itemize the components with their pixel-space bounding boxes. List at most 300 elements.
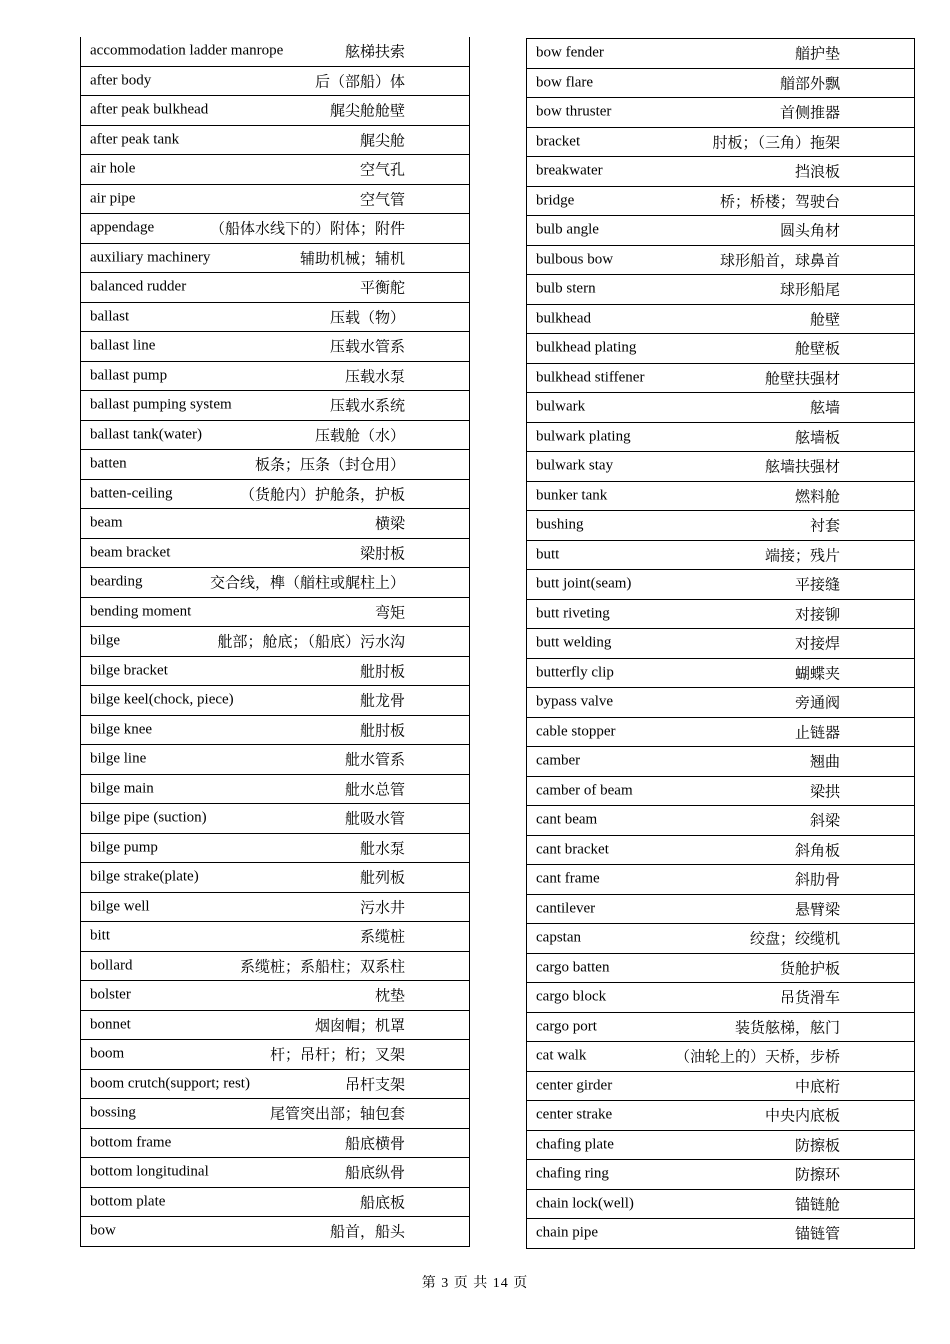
glossary-row	[81, 243, 470, 273]
english-term: cant frame	[536, 870, 600, 887]
chinese-term: 舷墙板	[794, 428, 840, 447]
glossary-row	[81, 981, 470, 1011]
glossary-cell	[81, 243, 470, 273]
glossary-row	[81, 66, 470, 96]
glossary-cell	[527, 629, 915, 659]
glossary-row	[527, 540, 915, 570]
chinese-term: 锚链舱	[794, 1195, 840, 1214]
glossary-cell	[81, 302, 470, 332]
glossary-row	[527, 1101, 915, 1131]
glossary-row	[527, 776, 915, 806]
chinese-term: 蝴蝶夹	[794, 664, 840, 683]
english-term: cantilever	[536, 900, 596, 917]
chinese-term: 舭水泵	[359, 839, 405, 858]
glossary-cell	[81, 155, 470, 185]
glossary-row	[81, 509, 470, 539]
glossary-row	[81, 1069, 470, 1099]
glossary-row	[81, 391, 470, 421]
glossary-row	[527, 570, 915, 600]
english-term: bulwark	[536, 398, 586, 415]
right-glossary-table	[526, 38, 915, 1249]
chinese-term: 辅助机械；辅机	[299, 249, 405, 268]
chinese-term: 梁拱	[809, 782, 840, 801]
glossary-row	[81, 1187, 470, 1217]
chinese-term: 艉尖舱	[359, 131, 405, 150]
english-term: breakwater	[536, 162, 603, 179]
glossary-cell	[81, 125, 470, 155]
english-term: chafing plate	[536, 1136, 614, 1153]
glossary-row	[81, 922, 470, 952]
english-term: after body	[90, 72, 152, 89]
glossary-row	[527, 717, 915, 747]
glossary-row	[527, 98, 915, 128]
glossary-row	[81, 568, 470, 598]
glossary-row	[81, 125, 470, 155]
chinese-term: 艉尖舱舱壁	[329, 101, 405, 120]
english-term: beam	[90, 514, 123, 531]
english-term: ballast pumping system	[90, 396, 232, 413]
glossary-cell	[527, 186, 915, 216]
chinese-term: 装货舷梯，舷门	[734, 1018, 840, 1037]
english-term: cargo port	[536, 1018, 597, 1035]
glossary-cell	[81, 538, 470, 568]
chinese-term: 板条；压条（封仓用）	[254, 455, 405, 474]
glossary-cell	[81, 96, 470, 126]
chinese-term: 压载水系统	[329, 396, 405, 415]
glossary-row	[527, 953, 915, 983]
chinese-term: 衬套	[809, 516, 840, 535]
glossary-cell	[527, 452, 915, 482]
glossary-cell	[81, 774, 470, 804]
english-term: batten-ceiling	[90, 485, 173, 502]
glossary-cell	[527, 216, 915, 246]
english-term: bollard	[90, 957, 133, 974]
glossary-row	[527, 363, 915, 393]
english-term: balanced rudder	[90, 278, 187, 295]
glossary-cell	[527, 511, 915, 541]
chinese-term: 防擦环	[794, 1165, 840, 1184]
chinese-term: 压载（物）	[329, 308, 405, 327]
english-term: butterfly clip	[536, 664, 614, 681]
chinese-term: 对接铆	[794, 605, 840, 624]
left-glossary-body	[81, 37, 470, 1246]
glossary-row	[81, 479, 470, 509]
glossary-row	[81, 774, 470, 804]
english-term: bulkhead plating	[536, 339, 637, 356]
chinese-term: 横梁	[374, 514, 405, 533]
glossary-cell	[527, 1219, 915, 1249]
chinese-term: 压载舱（水）	[314, 426, 405, 445]
chinese-term: 斜梁	[809, 811, 840, 830]
glossary-row	[527, 599, 915, 629]
chinese-term: 桥；桥楼；驾驶台	[719, 192, 840, 211]
chinese-term: 吊货滑车	[779, 988, 840, 1007]
chinese-term: 船底纵骨	[344, 1163, 405, 1182]
chinese-term: 斜角板	[794, 841, 840, 860]
glossary-cell	[527, 806, 915, 836]
english-term: bilge bracket	[90, 662, 168, 679]
glossary-row	[81, 214, 470, 244]
glossary-row	[81, 951, 470, 981]
glossary-cell	[527, 1160, 915, 1190]
glossary-row	[81, 538, 470, 568]
glossary-row	[527, 422, 915, 452]
glossary-row	[81, 1099, 470, 1129]
english-term: after peak tank	[90, 131, 180, 148]
english-term: ballast tank(water)	[90, 426, 203, 443]
chinese-term: 舱壁扶强材	[764, 369, 840, 388]
chinese-term: 斜肋骨	[794, 870, 840, 889]
english-term: butt riveting	[536, 605, 610, 622]
glossary-row	[527, 806, 915, 836]
chinese-term: 球形船首，球鼻首	[719, 251, 840, 270]
glossary-row	[81, 833, 470, 863]
chinese-term: 船底横骨	[344, 1134, 405, 1153]
glossary-row	[527, 1189, 915, 1219]
glossary-row	[527, 511, 915, 541]
glossary-cell	[527, 1042, 915, 1072]
chinese-term: 舭肘板	[359, 662, 405, 681]
glossary-row	[527, 481, 915, 511]
english-term: appendage	[90, 219, 155, 236]
glossary-row	[81, 302, 470, 332]
english-term: chafing ring	[536, 1165, 609, 1182]
english-term: bilge pipe (suction)	[90, 809, 207, 826]
glossary-cell	[81, 450, 470, 480]
glossary-cell	[81, 951, 470, 981]
glossary-row	[81, 686, 470, 716]
glossary-cell	[81, 37, 470, 66]
chinese-term: 污水井	[359, 898, 405, 917]
chinese-term: 肘板；（三角）拖架	[712, 133, 840, 152]
chinese-term: 弯矩	[374, 603, 405, 622]
chinese-term: 首侧推器	[779, 103, 840, 122]
english-term: butt welding	[536, 634, 612, 651]
glossary-row	[81, 1010, 470, 1040]
glossary-row	[527, 304, 915, 334]
english-term: after peak bulkhead	[90, 101, 209, 118]
glossary-row	[81, 1040, 470, 1070]
chinese-term: 翘曲	[809, 752, 840, 771]
glossary-cell	[527, 983, 915, 1013]
english-term: chain pipe	[536, 1224, 599, 1241]
english-term: air pipe	[90, 190, 136, 207]
glossary-cell	[527, 570, 915, 600]
glossary-row	[81, 361, 470, 391]
glossary-row	[527, 658, 915, 688]
glossary-row	[527, 835, 915, 865]
chinese-term: 空气孔	[359, 160, 405, 179]
english-term: bilge keel(chock, piece)	[90, 691, 234, 708]
glossary-cell	[527, 422, 915, 452]
chinese-term: 艏护垫	[794, 44, 840, 63]
chinese-term: 舭吸水管	[344, 809, 405, 828]
glossary-cell	[81, 892, 470, 922]
english-term: cable stopper	[536, 723, 616, 740]
chinese-term: 端接；残片	[764, 546, 840, 565]
english-term: accommodation ladder manrope	[90, 42, 284, 59]
glossary-cell	[527, 835, 915, 865]
glossary-cell	[527, 39, 915, 69]
glossary-row	[81, 627, 470, 657]
glossary-cell	[81, 1128, 470, 1158]
glossary-cell	[81, 391, 470, 421]
chinese-term: 燃料舱	[794, 487, 840, 506]
glossary-row	[527, 865, 915, 895]
english-term: bow thruster	[536, 103, 612, 120]
glossary-cell	[81, 686, 470, 716]
chinese-term: 压载水泵	[344, 367, 405, 386]
chinese-term: 平衡舵	[359, 278, 405, 297]
chinese-term: 舭龙骨	[359, 691, 405, 710]
english-term: capstan	[536, 929, 581, 946]
glossary-cell	[81, 1069, 470, 1099]
english-term: cargo block	[536, 988, 607, 1005]
chinese-term: 艏部外飘	[779, 74, 840, 93]
glossary-cell	[527, 1071, 915, 1101]
english-term: boom crutch(support; rest)	[90, 1075, 250, 1092]
chinese-term: 吊杆支架	[344, 1075, 405, 1094]
english-term: auxiliary machinery	[90, 249, 211, 266]
glossary-row	[527, 186, 915, 216]
glossary-row	[81, 184, 470, 214]
english-term: bitt	[90, 927, 111, 944]
glossary-cell	[81, 597, 470, 627]
glossary-row	[81, 273, 470, 303]
glossary-cell	[81, 863, 470, 893]
glossary-cell	[81, 1187, 470, 1217]
glossary-row	[81, 597, 470, 627]
glossary-cell	[527, 924, 915, 954]
english-term: bypass valve	[536, 693, 614, 710]
english-term: air hole	[90, 160, 136, 177]
english-term: bulbous bow	[536, 251, 614, 268]
glossary-cell	[527, 127, 915, 157]
chinese-term: 货舱护板	[779, 959, 840, 978]
english-term: bulkhead	[536, 310, 591, 327]
english-term: bilge main	[90, 780, 154, 797]
glossary-cell	[527, 1012, 915, 1042]
glossary-cell	[527, 304, 915, 334]
glossary-cell	[81, 332, 470, 362]
english-term: bunker tank	[536, 487, 608, 504]
chinese-term: 交合线，榫（艏柱或艉柱上）	[209, 573, 405, 592]
chinese-term: 梁肘板	[359, 544, 405, 563]
glossary-cell	[527, 275, 915, 305]
chinese-term: 对接焊	[794, 634, 840, 653]
glossary-cell	[81, 420, 470, 450]
chinese-term: 枕垫	[374, 986, 405, 1005]
chinese-term: 系缆桩	[359, 927, 405, 946]
glossary-cell	[527, 98, 915, 128]
english-term: bilge	[90, 632, 120, 649]
glossary-row	[81, 450, 470, 480]
glossary-row	[527, 924, 915, 954]
glossary-row	[527, 68, 915, 98]
glossary-row	[81, 1217, 470, 1247]
glossary-row	[81, 1128, 470, 1158]
glossary-row	[81, 892, 470, 922]
chinese-term: 后（部船）体	[314, 72, 405, 91]
glossary-row	[527, 688, 915, 718]
english-term: bilge knee	[90, 721, 153, 738]
glossary-row	[81, 656, 470, 686]
chinese-term: 止链器	[794, 723, 840, 742]
glossary-row	[527, 894, 915, 924]
glossary-cell	[527, 599, 915, 629]
chinese-term: 锚链管	[794, 1224, 840, 1243]
glossary-row	[81, 1158, 470, 1188]
right-glossary-body	[527, 39, 915, 1249]
glossary-row	[81, 715, 470, 745]
glossary-cell	[527, 1189, 915, 1219]
glossary-cell	[81, 214, 470, 244]
glossary-row	[81, 420, 470, 450]
chinese-term: 杆；吊杆；桁；叉架	[269, 1045, 405, 1064]
chinese-term: 船底板	[359, 1193, 405, 1212]
glossary-row	[527, 275, 915, 305]
english-term: bilge pump	[90, 839, 158, 856]
english-term: ballast pump	[90, 367, 168, 384]
glossary-cell	[527, 481, 915, 511]
english-term: bossing	[90, 1104, 136, 1121]
glossary-row	[527, 629, 915, 659]
glossary-cell	[81, 184, 470, 214]
english-term: bulb angle	[536, 221, 599, 238]
glossary-cell	[81, 1099, 470, 1129]
glossary-cell	[81, 1040, 470, 1070]
chinese-term: 压载水管系	[329, 337, 405, 356]
english-term: butt	[536, 546, 560, 563]
glossary-row	[81, 863, 470, 893]
glossary-cell	[527, 68, 915, 98]
english-term: bow flare	[536, 74, 594, 91]
english-term: bow	[90, 1222, 116, 1239]
glossary-cell	[527, 1130, 915, 1160]
english-term: cat walk	[536, 1047, 587, 1064]
glossary-cell	[81, 981, 470, 1011]
glossary-cell	[527, 393, 915, 423]
chinese-term: 舱壁	[809, 310, 840, 329]
english-term: ballast line	[90, 337, 156, 354]
glossary-row	[527, 1012, 915, 1042]
chinese-term: 舷墙扶强材	[764, 457, 840, 476]
glossary-row	[527, 1160, 915, 1190]
english-term: center girder	[536, 1077, 613, 1094]
glossary-row	[81, 155, 470, 185]
glossary-cell	[527, 157, 915, 187]
glossary-cell	[527, 865, 915, 895]
glossary-row	[527, 1130, 915, 1160]
glossary-cell	[527, 363, 915, 393]
chinese-term: 防擦板	[794, 1136, 840, 1155]
glossary-cell	[81, 656, 470, 686]
chinese-term: 舷梯扶索	[344, 42, 405, 61]
chinese-term: 舷墙	[809, 398, 840, 417]
glossary-row	[81, 804, 470, 834]
chinese-term: 舭水管系	[344, 750, 405, 769]
glossary-cell	[527, 747, 915, 777]
glossary-cell	[81, 509, 470, 539]
glossary-row	[81, 745, 470, 775]
english-term: bonnet	[90, 1016, 131, 1033]
english-term: bulkhead stiffener	[536, 369, 645, 386]
glossary-cell	[81, 804, 470, 834]
chinese-term: （油轮上的）天桥，步桥	[674, 1047, 840, 1066]
english-term: ballast	[90, 308, 130, 325]
english-term: bolster	[90, 986, 131, 1003]
glossary-cell	[81, 1217, 470, 1247]
glossary-row	[527, 452, 915, 482]
page-number-footer: 第 3 页 共 14 页	[421, 1276, 529, 1291]
glossary-row	[527, 1071, 915, 1101]
chinese-term: 舭列板	[359, 868, 405, 887]
english-term: bulb stern	[536, 280, 596, 297]
english-term: camber of beam	[536, 782, 633, 799]
chinese-term: （船体水线下的）附体；附件	[209, 219, 405, 238]
chinese-term: 尾管突出部；轴包套	[269, 1104, 405, 1123]
glossary-cell	[81, 568, 470, 598]
glossary-cell	[527, 894, 915, 924]
glossary-row	[527, 157, 915, 187]
english-term: bottom plate	[90, 1193, 166, 1210]
glossary-cell	[81, 479, 470, 509]
english-term: boom	[90, 1045, 125, 1062]
chinese-term: 烟囱帽；机罩	[314, 1016, 405, 1035]
english-term: bearding	[90, 573, 143, 590]
glossary-row	[527, 1042, 915, 1072]
chinese-term: 绞盘；绞缆机	[749, 929, 840, 948]
glossary-row	[527, 39, 915, 69]
chinese-term: 球形船尾	[779, 280, 840, 299]
english-term: bow fender	[536, 44, 604, 61]
english-term: bilge well	[90, 898, 150, 915]
chinese-term: 悬臂梁	[794, 900, 840, 919]
english-term: bilge line	[90, 750, 147, 767]
english-term: bushing	[536, 516, 584, 533]
english-term: butt joint(seam)	[536, 575, 632, 592]
english-term: camber	[536, 752, 581, 769]
english-term: bottom frame	[90, 1134, 172, 1151]
glossary-cell	[527, 334, 915, 364]
glossary-row	[527, 216, 915, 246]
chinese-term: 船首，船头	[329, 1222, 405, 1241]
english-term: bending moment	[90, 603, 192, 620]
chinese-term: （货舱内）护舱条，护板	[239, 485, 405, 504]
glossary-cell	[81, 273, 470, 303]
chinese-term: 舭肘板	[359, 721, 405, 740]
english-term: cargo batten	[536, 959, 610, 976]
chinese-term: 旁通阀	[794, 693, 840, 712]
chinese-term: 舭部；舱底；（船底）污水沟	[217, 632, 405, 651]
english-term: bridge	[536, 192, 575, 209]
chinese-term: 中底桁	[794, 1077, 840, 1096]
glossary-cell	[81, 66, 470, 96]
glossary-row	[81, 37, 470, 66]
glossary-row	[527, 127, 915, 157]
glossary-cell	[527, 1101, 915, 1131]
glossary-cell	[81, 361, 470, 391]
chinese-term: 圆头角材	[779, 221, 840, 240]
glossary-cell	[81, 922, 470, 952]
chinese-term: 舱壁板	[794, 339, 840, 358]
chinese-term: 中央内底板	[764, 1106, 840, 1125]
glossary-row	[527, 393, 915, 423]
english-term: bilge strake(plate)	[90, 868, 199, 885]
english-term: bottom longitudinal	[90, 1163, 209, 1180]
glossary-cell	[527, 953, 915, 983]
glossary-row	[527, 747, 915, 777]
